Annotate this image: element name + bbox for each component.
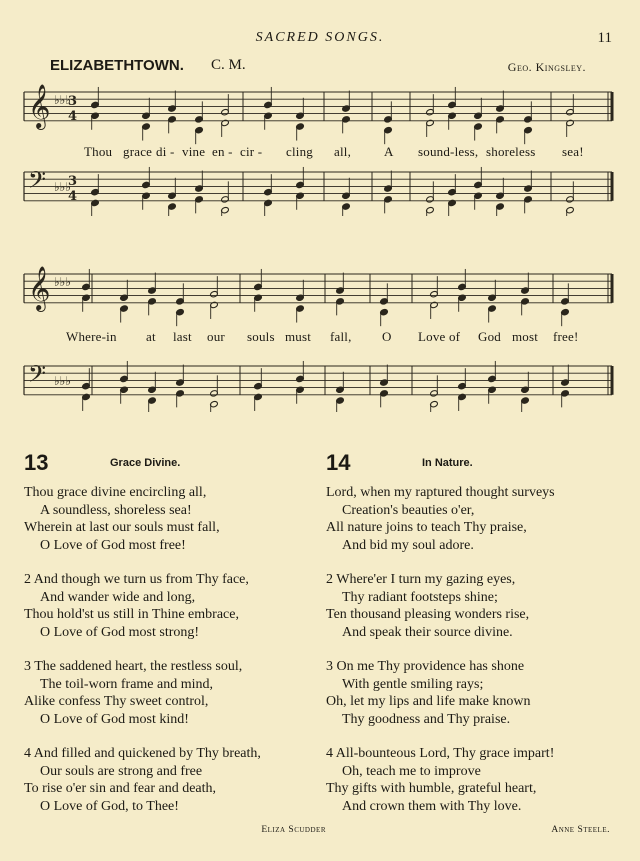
lyric-syllable: A <box>384 144 394 159</box>
stanza-line: 2 Where'er I turn my gazing eyes, <box>326 572 516 587</box>
stanza-line: And bid my soul adore. <box>342 537 474 553</box>
stanzas <box>326 484 626 815</box>
svg-text:3: 3 <box>68 94 78 109</box>
svg-text:𝄞: 𝄞 <box>28 266 51 310</box>
svg-text:♭♭♭: ♭♭♭ <box>54 93 71 107</box>
svg-text:3: 3 <box>68 174 78 189</box>
stanza <box>326 745 626 815</box>
svg-text:4: 4 <box>68 109 78 124</box>
stanza-line: Thy goodness and Thy praise. <box>342 711 511 727</box>
bass-staff-2 <box>24 360 612 412</box>
stanza-line: O Love of God most strong! <box>40 624 200 640</box>
hymn-number: 14 <box>326 450 351 475</box>
lyric-syllable: must <box>285 329 312 344</box>
composer: Geo. Kingsley. <box>507 60 586 74</box>
svg-text:♭♭♭: ♭♭♭ <box>54 374 71 388</box>
stanza-line: And wander wide and long, <box>40 589 196 605</box>
lyric-syllable: sound-less, <box>418 144 479 159</box>
stanza-line: O Love of God most free! <box>40 537 186 553</box>
stanza-line: 4 All-bounteous Lord, Thy grace impart! <box>326 746 555 761</box>
lyric-syllable: Thou <box>84 144 113 159</box>
lyric-syllable: Where-in <box>66 329 117 344</box>
tune-name: ELIZABETHTOWN. <box>50 57 184 74</box>
lyric-syllable: Love of <box>418 329 461 344</box>
hymn-title: Grace Divine. <box>110 457 181 469</box>
stanza-line: Oh, teach me to improve <box>342 763 481 779</box>
svg-text:𝄢: 𝄢 <box>28 360 47 393</box>
lyric-syllable: our <box>207 329 225 344</box>
lyric-syllable: all, <box>334 144 352 159</box>
lyric-syllable: cling <box>286 144 313 159</box>
lyric-syllable: souls <box>247 329 275 344</box>
stanza-line: All nature joins to teach Thy praise, <box>326 520 527 535</box>
stanza-line: Wherein at last our souls must fall, <box>24 520 220 535</box>
stanza <box>24 658 324 728</box>
author: Eliza Scudder <box>261 825 326 835</box>
stanza <box>326 484 626 554</box>
hymn-title: In Nature. <box>422 457 473 469</box>
author: Anne Steele. <box>551 825 610 835</box>
stanza-line: 3 On me Thy providence has shone <box>326 659 525 674</box>
lyric-syllable: vine <box>182 144 206 159</box>
stanza-line: Thou grace divine encircling all, <box>24 485 207 500</box>
stanza-line: Lord, when my raptured thought surveys <box>326 485 555 500</box>
stanzas <box>24 484 324 815</box>
stanza-line: And crown them with Thy love. <box>342 798 522 814</box>
lyric-syllable: sea! <box>562 144 584 159</box>
svg-text:𝄢: 𝄢 <box>28 166 47 199</box>
stanza-line: Thy radiant footsteps shine; <box>342 589 498 605</box>
hymn-number: 13 <box>24 450 49 475</box>
stanza-line: O Love of God, to Thee! <box>40 798 179 814</box>
stanza-line: Thy gifts with humble, grateful heart, <box>326 781 537 796</box>
stanza-line: Oh, let my lips and life make known <box>326 694 531 709</box>
stanza-line: 4 And filled and quickened by Thy breath, <box>24 746 261 761</box>
stanza <box>24 745 324 815</box>
running-head: SACRED SONGS. <box>255 30 385 45</box>
stanza <box>326 571 626 641</box>
lyric-syllable: grace <box>123 144 153 159</box>
stanza <box>24 484 324 554</box>
treble-staff-1 <box>24 84 612 144</box>
lyric-syllable: free! <box>553 329 579 344</box>
lyric-syllable: fall, <box>330 329 352 344</box>
svg-text:♭♭♭: ♭♭♭ <box>54 180 71 194</box>
stanza-line: The toil-worn frame and mind, <box>40 676 214 692</box>
stanza-line: To rise o'er sin and fear and death, <box>24 781 217 796</box>
lyric-syllable: cir - <box>240 144 263 159</box>
stanza-line: Ten thousand pleasing wonders rise, <box>326 607 530 622</box>
stanza <box>24 571 324 641</box>
lyric-syllable: O <box>382 329 392 344</box>
lyric-syllable: last <box>173 329 192 344</box>
stanza-line: And speak their source divine. <box>342 624 513 640</box>
svg-text:4: 4 <box>68 189 78 204</box>
tune-meter: C. M. <box>211 57 246 73</box>
lyric-syllable: at <box>146 329 156 344</box>
page-number: 11 <box>597 30 612 46</box>
hymn-14 <box>326 450 626 835</box>
lyric-syllable: shoreless <box>486 144 536 159</box>
stanza-line: Creation's beauties o'er, <box>342 502 475 518</box>
stanza-line: Alike confess Thy sweet control, <box>24 694 209 709</box>
stanza-line: Thou hold'st us still in Thine embrace, <box>24 607 239 622</box>
hymn-13 <box>24 450 324 835</box>
lyric-syllable: God <box>478 329 501 344</box>
lyric-syllable: di - <box>156 144 175 159</box>
stanza-line: Our souls are strong and free <box>40 763 203 779</box>
stanza-line: O Love of God most kind! <box>40 711 189 727</box>
stanza-line: With gentle smiling rays; <box>342 676 484 692</box>
treble-staff-2 <box>24 266 612 326</box>
stanza <box>326 658 626 728</box>
svg-text:♭♭♭: ♭♭♭ <box>54 275 71 289</box>
bass-staff-1 <box>24 166 612 216</box>
stanza-line: 3 The saddened heart, the restless soul, <box>24 659 243 674</box>
lyric-syllable: en - <box>212 144 233 159</box>
stanza-line: 2 And though we turn us from Thy face, <box>24 572 249 587</box>
lyric-syllable: most <box>512 329 539 344</box>
svg-text:𝄞: 𝄞 <box>28 84 51 128</box>
stanza-line: A soundless, shoreless sea! <box>40 502 192 518</box>
